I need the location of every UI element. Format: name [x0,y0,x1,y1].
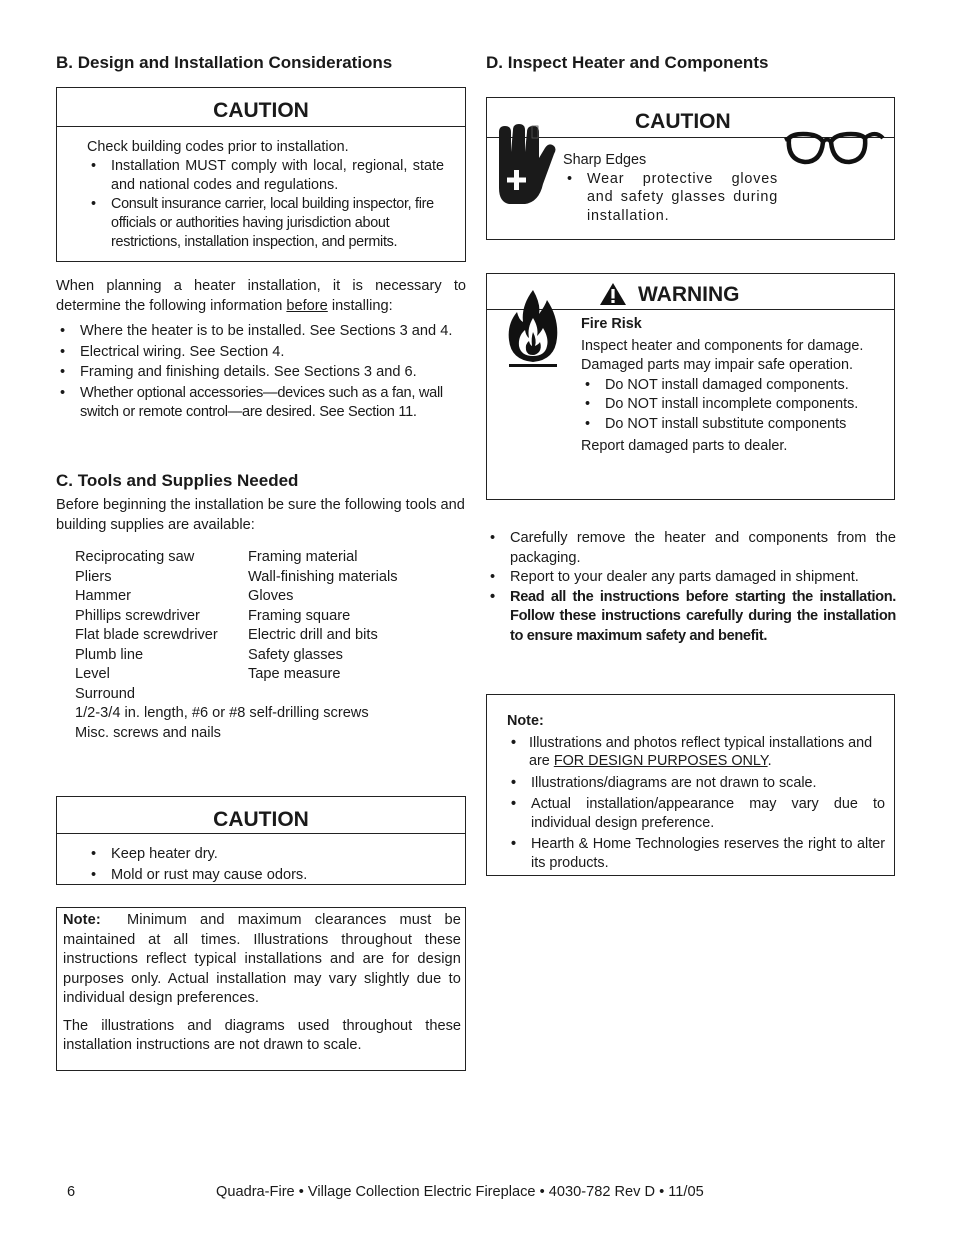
caution-intro: Check building codes prior to installation. [87,139,349,155]
caution-title: CAUTION [213,99,309,122]
tools-intro: Before beginning the installation be sure the following tools and building supplies are available: [56,497,465,533]
list-item: • Whether optional accessories—devices such as a fan, wall switch or remote control—are desired. See Section 11. [56,384,466,423]
tool-item: Flat blade screwdriver [75,627,218,643]
caution-box-sharp-edges [486,97,895,240]
caution-subtitle: Sharp Edges [563,152,647,168]
tool-item: Level [75,666,110,682]
glove-hand-icon [495,122,557,208]
planning-intro: When planning a heater installation, it is necessary to determine the following information before installing: [56,278,466,314]
warning-box-fire-risk [486,273,895,500]
design-note-box [486,694,895,876]
caution-title: CAUTION [635,110,731,133]
note-text: The illustrations and diagrams used throughout these installation instructions are not drawn to scale. [63,1017,461,1053]
note-label: Note: [63,912,101,928]
list-item: • Wear protective gloves and safety glasses during installation. [563,170,778,226]
divider [57,833,465,834]
note-label: Note: [507,713,544,729]
list-item: • Mold or rust may cause odors. [87,865,447,886]
tool-item: Safety glasses [248,646,343,663]
tool-item: Surround [75,685,136,702]
warning-list [581,376,891,435]
note-list [507,734,885,873]
divider [57,126,465,127]
warning-intro: Inspect heater and components for damage. Damaged parts may impair safe operation. [581,337,864,373]
note-text: Note: Minimum and maximum clearances must be maintained at all times. Illustrations throughout these instructions reflect typical installations and are for design purposes only. Actual installation may vary slightly due to individual design preferences. [63,912,461,1006]
list-item: • Actual installation/appearance may vary due to individual design preference. [507,795,885,832]
safety-glasses-icon [783,126,885,166]
warning-outro: Report damaged parts to dealer. [581,438,788,454]
tools-full-list [75,704,369,743]
tool-item: Tape measure [248,666,341,682]
tool-item: Framing square [248,607,351,624]
section-b-heading: B. Design and Installation Considerations [56,53,393,72]
inspect-list [486,529,896,646]
tool-item: Framing material [248,549,358,565]
caution-box-building-codes [56,87,466,262]
warning-title: WARNING [638,283,740,306]
list-item: • Where the heater is to be installed. See Sections 3 and 4. [56,322,466,342]
tool-item: Gloves [248,588,294,604]
fire-icon [505,288,561,368]
tool-item: 1/2-3/4 in. length, #6 or #8 self-drilling screws [75,705,369,721]
warning-triangle-icon [599,282,627,306]
list-item: • Hearth & Home Technologies reserves the right to alter its products. [507,835,885,872]
tool-item: Electric drill and bits [248,627,378,643]
list-item: • Do NOT install damaged components. [581,376,891,396]
page-number: 6 [67,1184,76,1200]
list-item: • Consult insurance carrier, local building inspector, fire officials or authorities having jurisdiction about restrictions, installation inspection, and permits. [87,195,444,252]
tool-item: Plumb line [75,646,144,663]
list-item: • Framing and finishing details. See Sections 3 and 6. [56,363,466,383]
tool-item: Misc. screws and nails [75,724,221,741]
caution-title: CAUTION [213,808,309,831]
list-item: • Do NOT install substitute components [581,415,891,435]
planning-list [56,322,466,423]
tool-item: Hammer [75,588,131,604]
list-item: • Electrical wiring. See Section 4. [56,343,466,363]
tool-item: Phillips screwdriver [75,607,200,624]
list-item: • Keep heater dry. [87,844,447,865]
list-item: • Illustrations and photos reflect typical installations and are FOR DESIGN PURPOSES ONLY. [507,734,885,771]
tools-list [75,548,468,704]
tool-item: Reciprocating saw [75,549,195,565]
list-item: • Carefully remove the heater and components from the packaging. [486,529,896,568]
caution-list [87,157,444,252]
caution-list [563,170,778,226]
clearance-note-box [56,907,466,1071]
list-item: • Report to your dealer any parts damaged in shipment. [486,568,896,588]
list-item: • Do NOT install incomplete components. [581,395,891,415]
section-d-heading: D. Inspect Heater and Components [486,53,769,72]
list-item: • Read all the instructions before starting the installation. Follow these instructions carefully during the installation to ensure maximum safety and benefit. [486,588,896,647]
section-c-heading: C. Tools and Supplies Needed [56,471,299,490]
list-item: • Illustrations/diagrams are not drawn to scale. [507,774,885,793]
warning-subtitle: Fire Risk [581,316,642,332]
tool-item: Pliers [75,568,112,585]
tool-item: Wall-finishing materials [248,568,398,585]
list-item: • Installation MUST comply with local, regional, state and national codes and regulations. [87,157,444,195]
caution-box-keep-dry [56,796,466,885]
caution-list [87,844,447,886]
footer-text: Quadra-Fire • Village Collection Electric Fireplace • 4030-782 Rev D • 11/05 [216,1184,704,1200]
